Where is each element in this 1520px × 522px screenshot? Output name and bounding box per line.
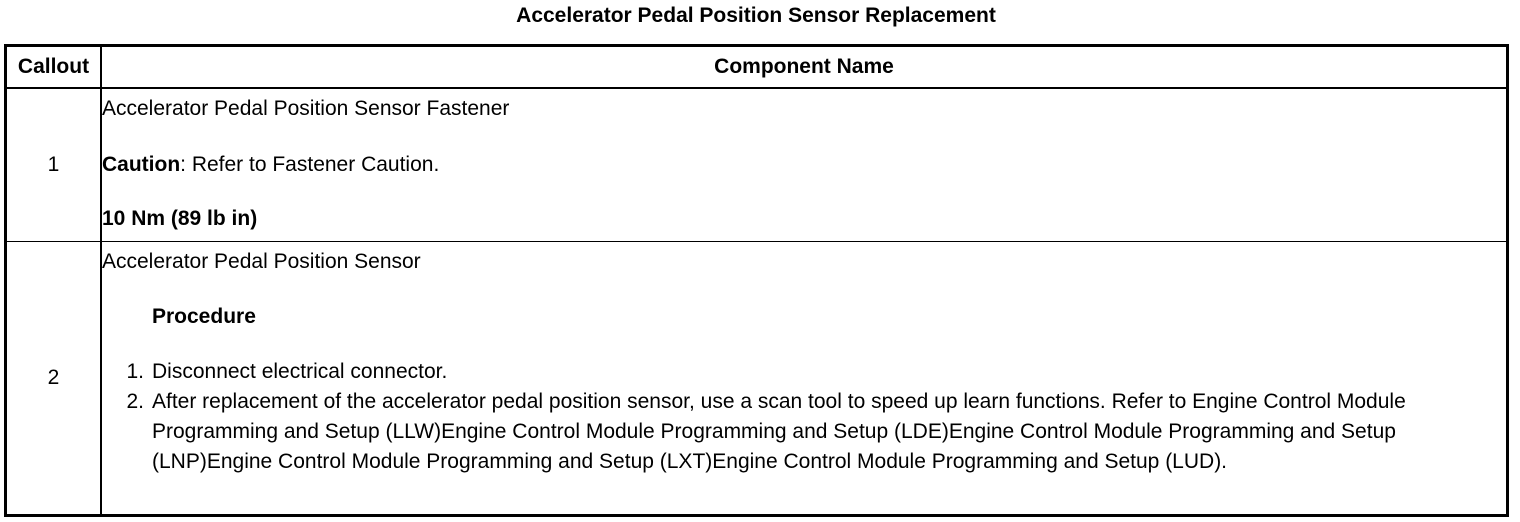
torque-spec: 10 Nm (89 lb in)	[102, 207, 258, 230]
component-table-frame	[4, 44, 1509, 517]
page-title: Accelerator Pedal Position Sensor Replacement	[516, 4, 996, 27]
callout-number: 2	[7, 242, 101, 515]
procedure-step	[126, 357, 1506, 387]
callout-column-header: Callout	[7, 47, 101, 88]
component-table	[7, 47, 1506, 514]
step-number: 2.	[126, 390, 144, 413]
caution-label: Caution	[102, 153, 181, 176]
callout-number: 1	[7, 88, 101, 242]
table-row	[7, 242, 1506, 515]
component-cell	[101, 242, 1506, 515]
component-name: Accelerator Pedal Position Sensor	[102, 250, 421, 273]
caution-text: : Refer to Fastener Caution.	[180, 153, 440, 176]
table-header-row	[7, 47, 1506, 88]
step-text: Disconnect electrical connector.	[152, 360, 448, 383]
table-row	[7, 88, 1506, 242]
procedure-heading: Procedure	[152, 305, 256, 328]
component-cell	[101, 88, 1506, 242]
component-name: Accelerator Pedal Position Sensor Fastener	[102, 97, 510, 120]
procedure-step	[126, 387, 1506, 477]
step-text: After replacement of the accelerator pedal position sensor, use a scan tool to speed up learn functions. Refer to Engine Control Module Programming and Setup (LLW)Engine Control Module Programming and Setup (LDE)Engine Control Module Programming and Setup (LNP)Engine Control Module Programming and Setup (LXT)Engine Control Module Programming and Setup (LUD).	[152, 390, 1406, 473]
caution-note	[102, 150, 1506, 180]
component-name-column-header: Component Name	[101, 47, 1506, 88]
step-number: 1.	[126, 360, 144, 383]
procedure-steps	[102, 357, 1506, 477]
